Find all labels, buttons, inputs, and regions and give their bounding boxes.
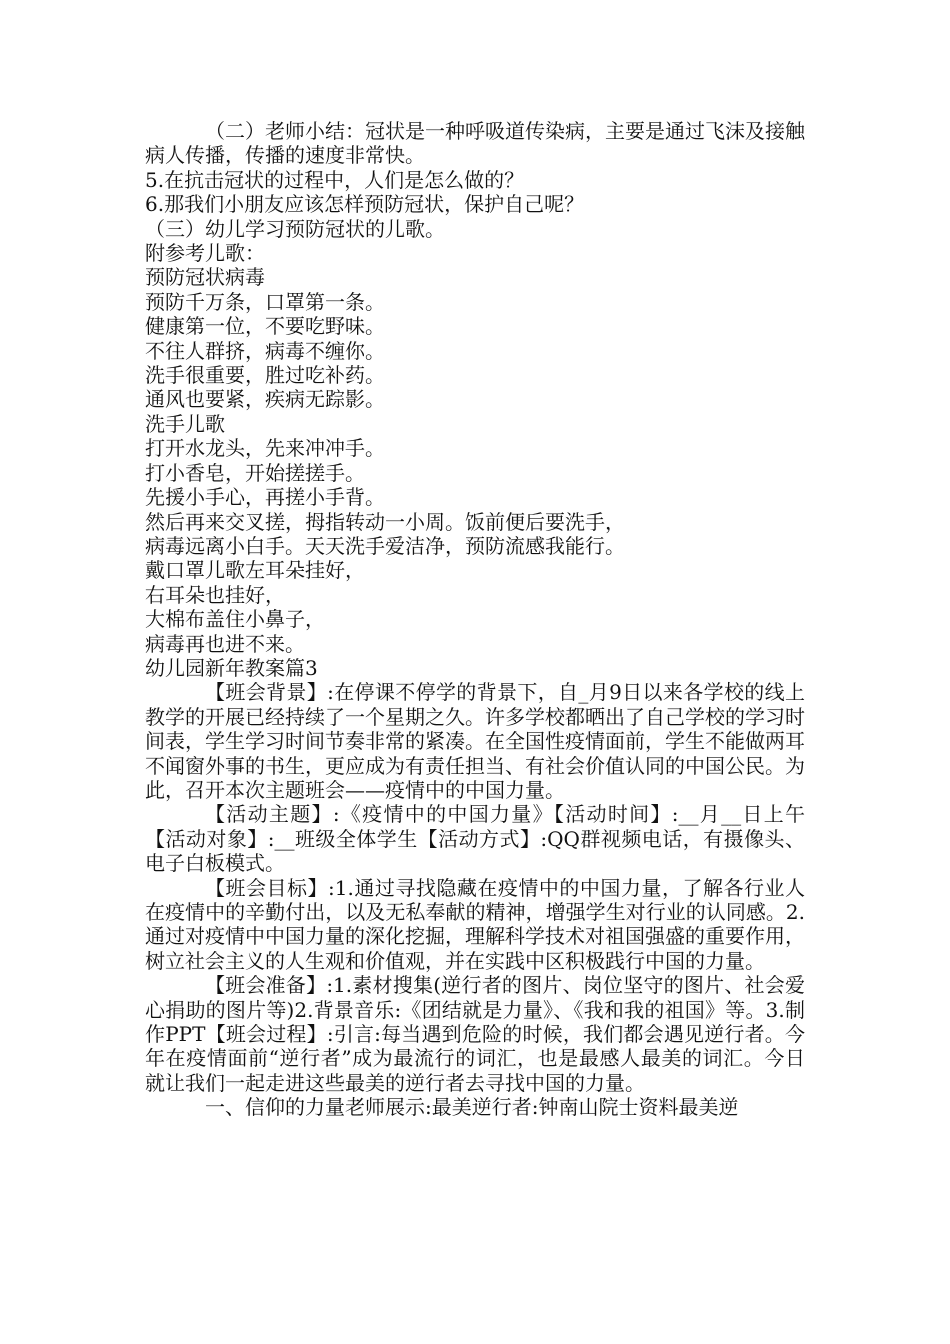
paragraph-class-preparation: 【班会准备】:1.素材搜集(逆行者的图片、岗位坚守的图片、社会爱心捐助的图片等)2.背景音乐:《团结就是力量》、《我和我的祖国》等。3.制作PPT【班会过程】:引言:每当遇到危险的时候，我们都会遇见逆行者。今年在疫情面前“逆行者”成为最流行的词汇，也是最感人最美的词汇。今日就让我们一起走进这些最美的逆行者去寻找中国的力量。 <box>145 973 805 1095</box>
paragraph-class-goals: 【班会目标】:1.通过寻找隐藏在疫情中的中国力量，了解各行业人在疫情中的辛勤付出，以及无私奉献的精神，增强学生对行业的认同感。2.通过对疫情中中国力量的深化挖掘，理解科学技术对祖国强盛的重要作用，树立社会主义的人生观和价值观，并在实践中区积极践行中国的力量。 <box>145 875 805 973</box>
reference-song-label: 附参考儿歌： <box>145 241 265 266</box>
song-line-mask: 戴口罩儿歌左耳朵挂好， <box>145 558 365 583</box>
lesson-plan-heading: 幼儿园新年教案篇3 <box>145 655 318 680</box>
paragraph-teacher-summary: （二）老师小结：冠状是一种呼吸道传染病，主要是通过飞沫及接触病人传播，传播的速度非常快。 <box>145 119 805 168</box>
song-line: 预防千万条，口罩第一条。 <box>145 289 385 314</box>
song-line: 不往人群挤，病毒不缠你。 <box>145 338 385 363</box>
question-5: 5.在抗击冠状的过程中，人们是怎么做的？ <box>145 167 525 192</box>
song-line: 健康第一位，不要吃野味。 <box>145 314 385 339</box>
song-title-prevent-virus: 预防冠状病毒 <box>145 265 265 290</box>
song-line: 先援小手心，再搓小手背。 <box>145 485 385 510</box>
paragraph-activity-theme: 【活动主题】:《疫情中的中国力量》【活动时间】:__月__日上午【活动对象】:__班级全体学生【活动方式】:QQ群视频电话，有摄像头、电子白板模式。 <box>145 802 805 876</box>
song-line: 然后再来交叉搓，拇指转动一小周。饭前便后要洗手， <box>145 509 625 534</box>
song-line: 右耳朵也挂好， <box>145 582 285 607</box>
section-3-heading: （三）幼儿学习预防冠状的儿歌。 <box>145 216 445 241</box>
song-line: 病毒再也进不来。 <box>145 631 305 656</box>
question-6: 6.那我们小朋友应该怎样预防冠状，保护自己呢？ <box>145 192 585 217</box>
song-title-handwashing: 洗手儿歌 <box>145 411 225 436</box>
song-line: 洗手很重要，胜过吃补药。 <box>145 363 385 388</box>
paragraph-class-background: 【班会背景】:在停课不停学的背景下，自_月9日以来各学校的线上教学的开展已经持续了一个星期之久。许多学校都晒出了自己学校的学习时间表，学生学习时间节奏非常的紧凑。在全国性疫情面前，学生不能做两耳不闻窗外事的书生，更应成为有责任担当、有社会价值认同的中国公民。为此，召开本次主题班会——疫情中的中国力量。 <box>145 680 805 802</box>
paragraph-faith-power: 一、信仰的力量老师展示:最美逆行者:钟南山院士资料最美逆 <box>205 1095 739 1120</box>
document-body <box>145 119 805 1120</box>
song-line: 病毒远离小白手。天天洗手爱洁净，预防流感我能行。 <box>145 533 625 558</box>
song-line: 大棉布盖住小鼻子， <box>145 607 325 632</box>
song-line: 打小香皂，开始搓搓手。 <box>145 460 365 485</box>
song-line: 通风也要紧，疾病无踪影。 <box>145 387 385 412</box>
song-line: 打开水龙头，先来冲冲手。 <box>145 436 385 461</box>
